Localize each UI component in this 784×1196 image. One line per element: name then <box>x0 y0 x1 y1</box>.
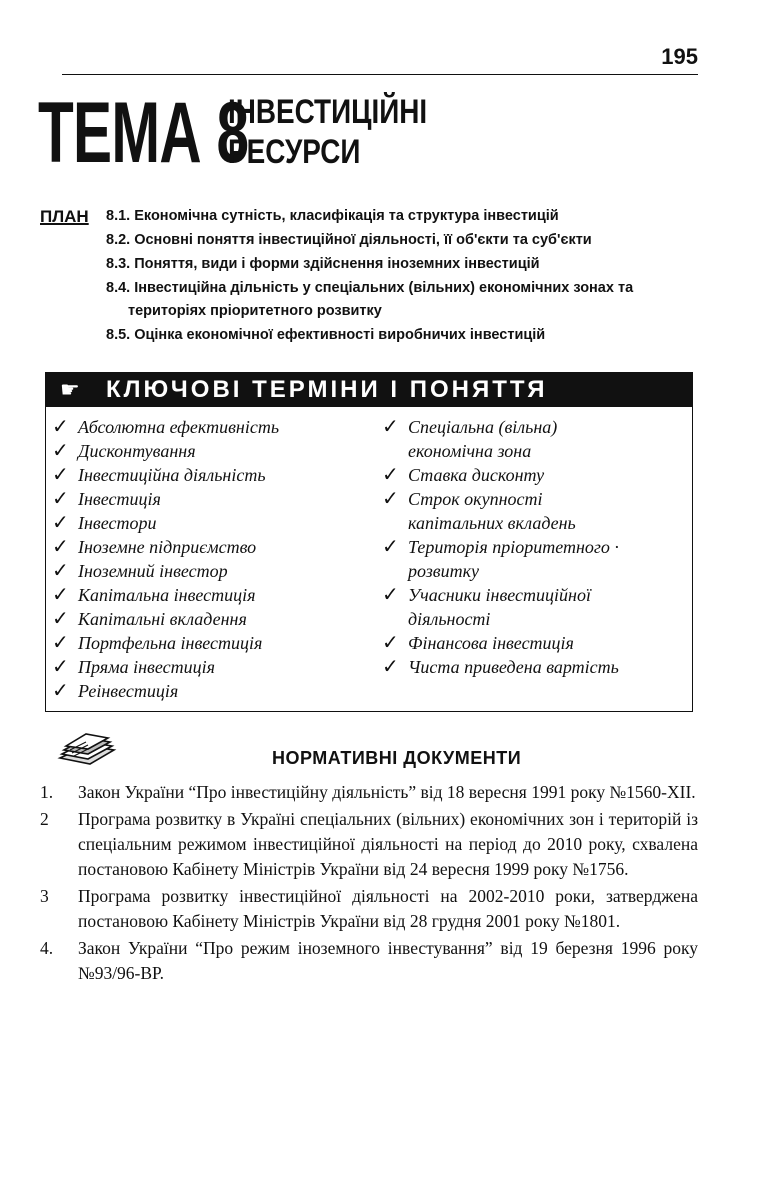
document-text: Програма розвитку в Україні спеціальних (вільних) економічних зон і територій із спеціальним режимом інвестиційної діяльності на період до 2010 року, схвалена постановою Кабінету Міністрів України від 24 вересня 1999 року №1756. <box>78 809 698 879</box>
check-mark-icon: ✓ <box>382 656 399 678</box>
document-item <box>40 780 698 805</box>
key-term-item <box>380 535 690 583</box>
plan-list <box>106 205 706 348</box>
key-term-item <box>50 583 370 607</box>
plan-item: 8.4. Інвестиційна дільність у спеціальних (вільних) економічних зонах та територіях пріоритетного розвитку <box>106 280 634 319</box>
key-term-item <box>50 463 370 487</box>
key-term-text: Абсолютна ефективність <box>78 417 280 437</box>
key-term-text: Іноземне підприємство <box>78 537 257 557</box>
topic-subtitle-line: ІНВЕСТИЦІЙНІ <box>228 93 428 131</box>
document-item <box>40 807 698 882</box>
key-term-text: Ставка дисконту <box>408 465 545 485</box>
page-number: 195 <box>661 44 698 69</box>
plan-label: ПЛАН <box>40 207 89 226</box>
key-term-text: Інвестиція <box>78 489 161 509</box>
check-mark-icon: ✓ <box>382 464 399 486</box>
key-term-text: Капітальна інвестиція <box>78 585 256 605</box>
topic-title: ТЕМА 8 <box>38 85 249 181</box>
key-term-text: Іноземний інвестор <box>78 561 228 581</box>
pointing-hand-icon: ☛ <box>60 377 80 402</box>
check-mark-icon: ✓ <box>52 680 69 702</box>
document-text: Закон України “Про інвестиційну діяльність” від 18 вересня 1991 року №1560-XII. <box>78 782 696 802</box>
key-term-item <box>380 487 690 535</box>
header-rule <box>62 74 698 75</box>
key-term-text: Територія пріоритетного · <box>408 537 619 557</box>
document-number: 1. <box>40 782 54 802</box>
document-item <box>40 884 698 934</box>
check-mark-icon: ✓ <box>52 512 69 534</box>
key-term-item <box>380 631 690 655</box>
key-term-text: Учасники інвестиційної <box>408 585 591 605</box>
check-mark-icon: ✓ <box>52 464 69 486</box>
check-mark-icon: ✓ <box>52 488 69 510</box>
documents-list <box>40 780 698 988</box>
check-mark-icon: ✓ <box>52 656 69 678</box>
plan-item: 8.1. Економічна сутність, класифікація та структура інвестицій <box>106 208 559 224</box>
books-icon <box>56 728 120 768</box>
key-term-text: Капітальні вкладення <box>78 609 247 629</box>
key-term-text: капітальних вкладень <box>408 513 576 533</box>
check-mark-icon: ✓ <box>382 536 399 558</box>
key-term-item <box>50 415 370 439</box>
document-number: 3 <box>40 886 49 906</box>
document-item <box>40 936 698 986</box>
key-term-item <box>50 631 370 655</box>
key-term-item <box>380 463 690 487</box>
check-mark-icon: ✓ <box>382 488 399 510</box>
check-mark-icon: ✓ <box>382 584 399 606</box>
key-term-text: Фінансова інвестиція <box>408 633 574 653</box>
check-mark-icon: ✓ <box>382 416 399 438</box>
key-term-text: Спеціальна (вільна) <box>408 417 558 437</box>
key-term-item <box>50 511 370 535</box>
document-text: Програма розвитку інвестиційної діяльності на 2002-2010 роки, затверджена постановою Кабінету Міністрів України від 28 грудня 2001 року №1801. <box>78 886 698 931</box>
key-term-text: Інвестиційна діяльність <box>78 465 266 485</box>
key-term-item <box>50 679 370 703</box>
key-term-text: Чиста приведена вартість <box>408 657 619 677</box>
key-term-text: діяльності <box>408 609 491 629</box>
document-text: Закон України “Про режим іноземного інвестування” від 19 березня 1996 року №93/96-ВР. <box>78 938 698 983</box>
check-mark-icon: ✓ <box>52 536 69 558</box>
plan-item: 8.5. Оцінка економічної ефективності виробничих інвестицій <box>106 327 546 343</box>
key-term-text: Портфельна інвестиція <box>78 633 263 653</box>
key-terms-heading: КЛЮЧОВІ ТЕРМІНИ І ПОНЯТТЯ <box>106 376 548 403</box>
key-terms-left-column <box>50 415 370 703</box>
key-term-item <box>380 583 690 631</box>
check-mark-icon: ✓ <box>52 584 69 606</box>
document-number: 2 <box>40 809 49 829</box>
document-number: 4. <box>40 938 54 958</box>
key-terms-right-column <box>380 415 690 679</box>
key-terms-box <box>45 372 693 712</box>
key-term-item <box>50 655 370 679</box>
key-term-item <box>380 655 690 679</box>
documents-heading: НОРМАТИВНІ ДОКУМЕНТИ <box>272 748 522 768</box>
key-term-text: Строк окупності <box>408 489 543 509</box>
key-term-text: Пряма інвестиція <box>78 657 215 677</box>
key-term-text: Інвестори <box>78 513 157 533</box>
key-term-item <box>50 439 370 463</box>
key-term-text: Дисконтування <box>78 441 196 461</box>
key-terms-header <box>46 373 692 407</box>
check-mark-icon: ✓ <box>52 608 69 630</box>
check-mark-icon: ✓ <box>52 632 69 654</box>
key-term-item <box>50 559 370 583</box>
key-term-text: розвитку <box>408 561 480 581</box>
key-term-item <box>50 487 370 511</box>
check-mark-icon: ✓ <box>52 560 69 582</box>
key-term-text: економічна зона <box>408 441 532 461</box>
topic-subtitle <box>228 92 427 172</box>
key-term-item <box>380 415 690 463</box>
plan-item: 8.3. Поняття, види і форми здійснення іноземних інвестицій <box>106 256 540 272</box>
plan-item: 8.2. Основні поняття інвестиційної діяльності, її об'єкти та суб'єкти <box>106 232 592 248</box>
key-term-item <box>50 607 370 631</box>
key-term-text: Реінвестиція <box>78 681 179 701</box>
check-mark-icon: ✓ <box>52 416 69 438</box>
check-mark-icon: ✓ <box>52 440 69 462</box>
key-term-item <box>50 535 370 559</box>
check-mark-icon: ✓ <box>382 632 399 654</box>
topic-subtitle-line: РЕСУРСИ <box>228 133 361 171</box>
